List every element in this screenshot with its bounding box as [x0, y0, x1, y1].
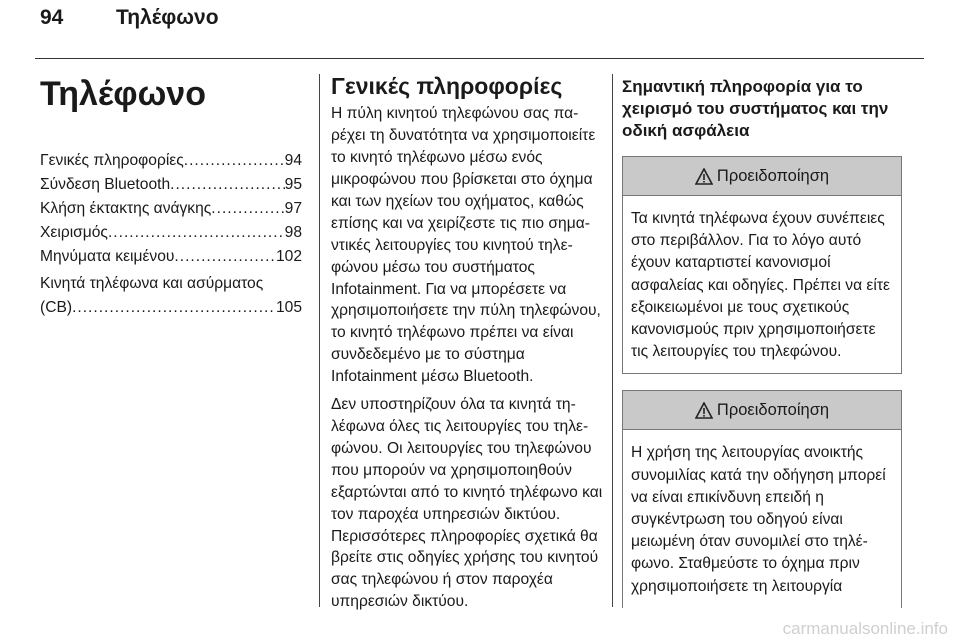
toc-entry-title: Μηνύματα κειμένου: [40, 247, 175, 265]
toc-entry[interactable]: [40, 221, 302, 245]
warning-triangle-icon: [695, 402, 713, 419]
column-divider: [319, 74, 320, 607]
warning-text: Τα κινητά τηλέφωνα έχουν συνέπειες στο περιβάλλον. Για το λόγο αυτό έχουν καταρτιστεί κανονισμοί ασφαλείας και οδηγίες. Πρέπει να είτε εξοικειωμένοι με τους σχετικούς κανονισμούς πριν χρησιμοποιήσετε τις λειτουργίες του τηλεφώνου.: [631, 210, 890, 361]
section-title: Τηλέφωνο: [116, 6, 219, 29]
warning-box: [622, 390, 902, 607]
general-info-column: [331, 74, 605, 619]
watermark: carmanualsonline.info: [782, 619, 948, 638]
important-info-column: [622, 76, 902, 624]
toc-entry-title: Σύνδεση Bluetooth: [40, 175, 171, 193]
warning-header: [623, 157, 901, 196]
warning-triangle-icon: [695, 168, 713, 185]
toc-entry-page: 94: [284, 151, 302, 169]
header-rule: [35, 58, 924, 59]
toc-entry-page: 102: [275, 247, 302, 265]
warning-header: [623, 391, 901, 430]
toc-entry[interactable]: [40, 197, 302, 221]
general-info-heading: Γενικές πληροφορίες: [331, 73, 563, 99]
body-paragraph: Η πύλη κινητού τηλεφώνου σας παρέχει τη δυνατότητα να χρησιμοποιείτε το κινητό τηλέφωνο μέσω ενός μικροφώνου που βρίσκεται στο όχημα και των ηχείων του οχήματος, καθώς επίσης και να χειρίζεστε τις πιο σημαντικές λειτουργίες του κινητού τηλεφώνου μέσω του συστήματος Infotainment. Για να μπορέσετε να χρησιμοποιήσετε την πύλη τηλεφώνου, το κινητό τηλέφωνο πρέπει να είναι συνδεδεμένο με το σύστημα Infotainment μέσω Bluetooth.: [331, 105, 601, 386]
toc-entry-title: Χειρισμός: [40, 223, 108, 241]
warning-label: Προειδοποίηση: [716, 400, 830, 419]
chapter-column: [40, 74, 302, 320]
toc-entry-page: 98: [284, 223, 302, 241]
toc-entry-title-cont: (CB): [40, 298, 73, 316]
toc-entry-page: 105: [275, 298, 302, 316]
toc-entry[interactable]: [40, 149, 302, 173]
toc-entry-page: 97: [284, 199, 302, 217]
warning-box: [622, 156, 902, 374]
toc-entry-title: Κινητά τηλέφωνα και ασύρματος: [40, 274, 264, 292]
toc-entry-title: Κλήση έκτακτης ανάγκης: [40, 199, 212, 217]
toc-entry-page: 95: [284, 175, 302, 193]
toc-entry-title: Γενικές πληροφορίες: [40, 151, 184, 169]
body-paragraph: Δεν υποστηρίζουν όλα τα κινητά τηλέφωνα όλες τις λειτουργίες του τηλεφώνου. Οι λειτουργίες του τηλεφώνου που μπορούν να χρησιμοποιηθούν εξαρτώνται από το κινητό τηλέφωνο και τον παροχέα υπηρεσιών δικτύου. Περισσότερες πληροφορίες σχετικά θα βρείτε στις οδηγίες χρήσης του κινητού σας τηλεφώνου ή στον παροχέα υπηρεσιών δικτύου.: [331, 396, 603, 611]
table-of-contents: [40, 149, 302, 320]
important-info-heading: Σημαντική πληροφορία για το χειρισμό του συστήματος και την οδική ασφάλεια: [622, 77, 889, 140]
page-number: 94: [40, 6, 64, 29]
chapter-title: Τηλέφωνο: [40, 75, 206, 113]
column-divider: [612, 74, 613, 607]
warning-text: Η χρήση της λειτουργίας ανοικτής συνομιλίας κατά την οδήγηση μπορεί να είναι επικίνδυνη επειδή η συγκέντρωση του οδηγού είναι μειωμένη όταν συνομιλεί στο τηλέφωνο. Σταθμεύστε το όχημα πριν χρησιμοποιήσετε τη λειτουργία: [631, 444, 886, 595]
toc-entry[interactable]: [40, 173, 302, 197]
warning-label: Προειδοποίηση: [716, 166, 830, 185]
toc-entry[interactable]: [40, 272, 302, 320]
toc-entry[interactable]: [40, 245, 302, 269]
page-header: [40, 6, 219, 30]
